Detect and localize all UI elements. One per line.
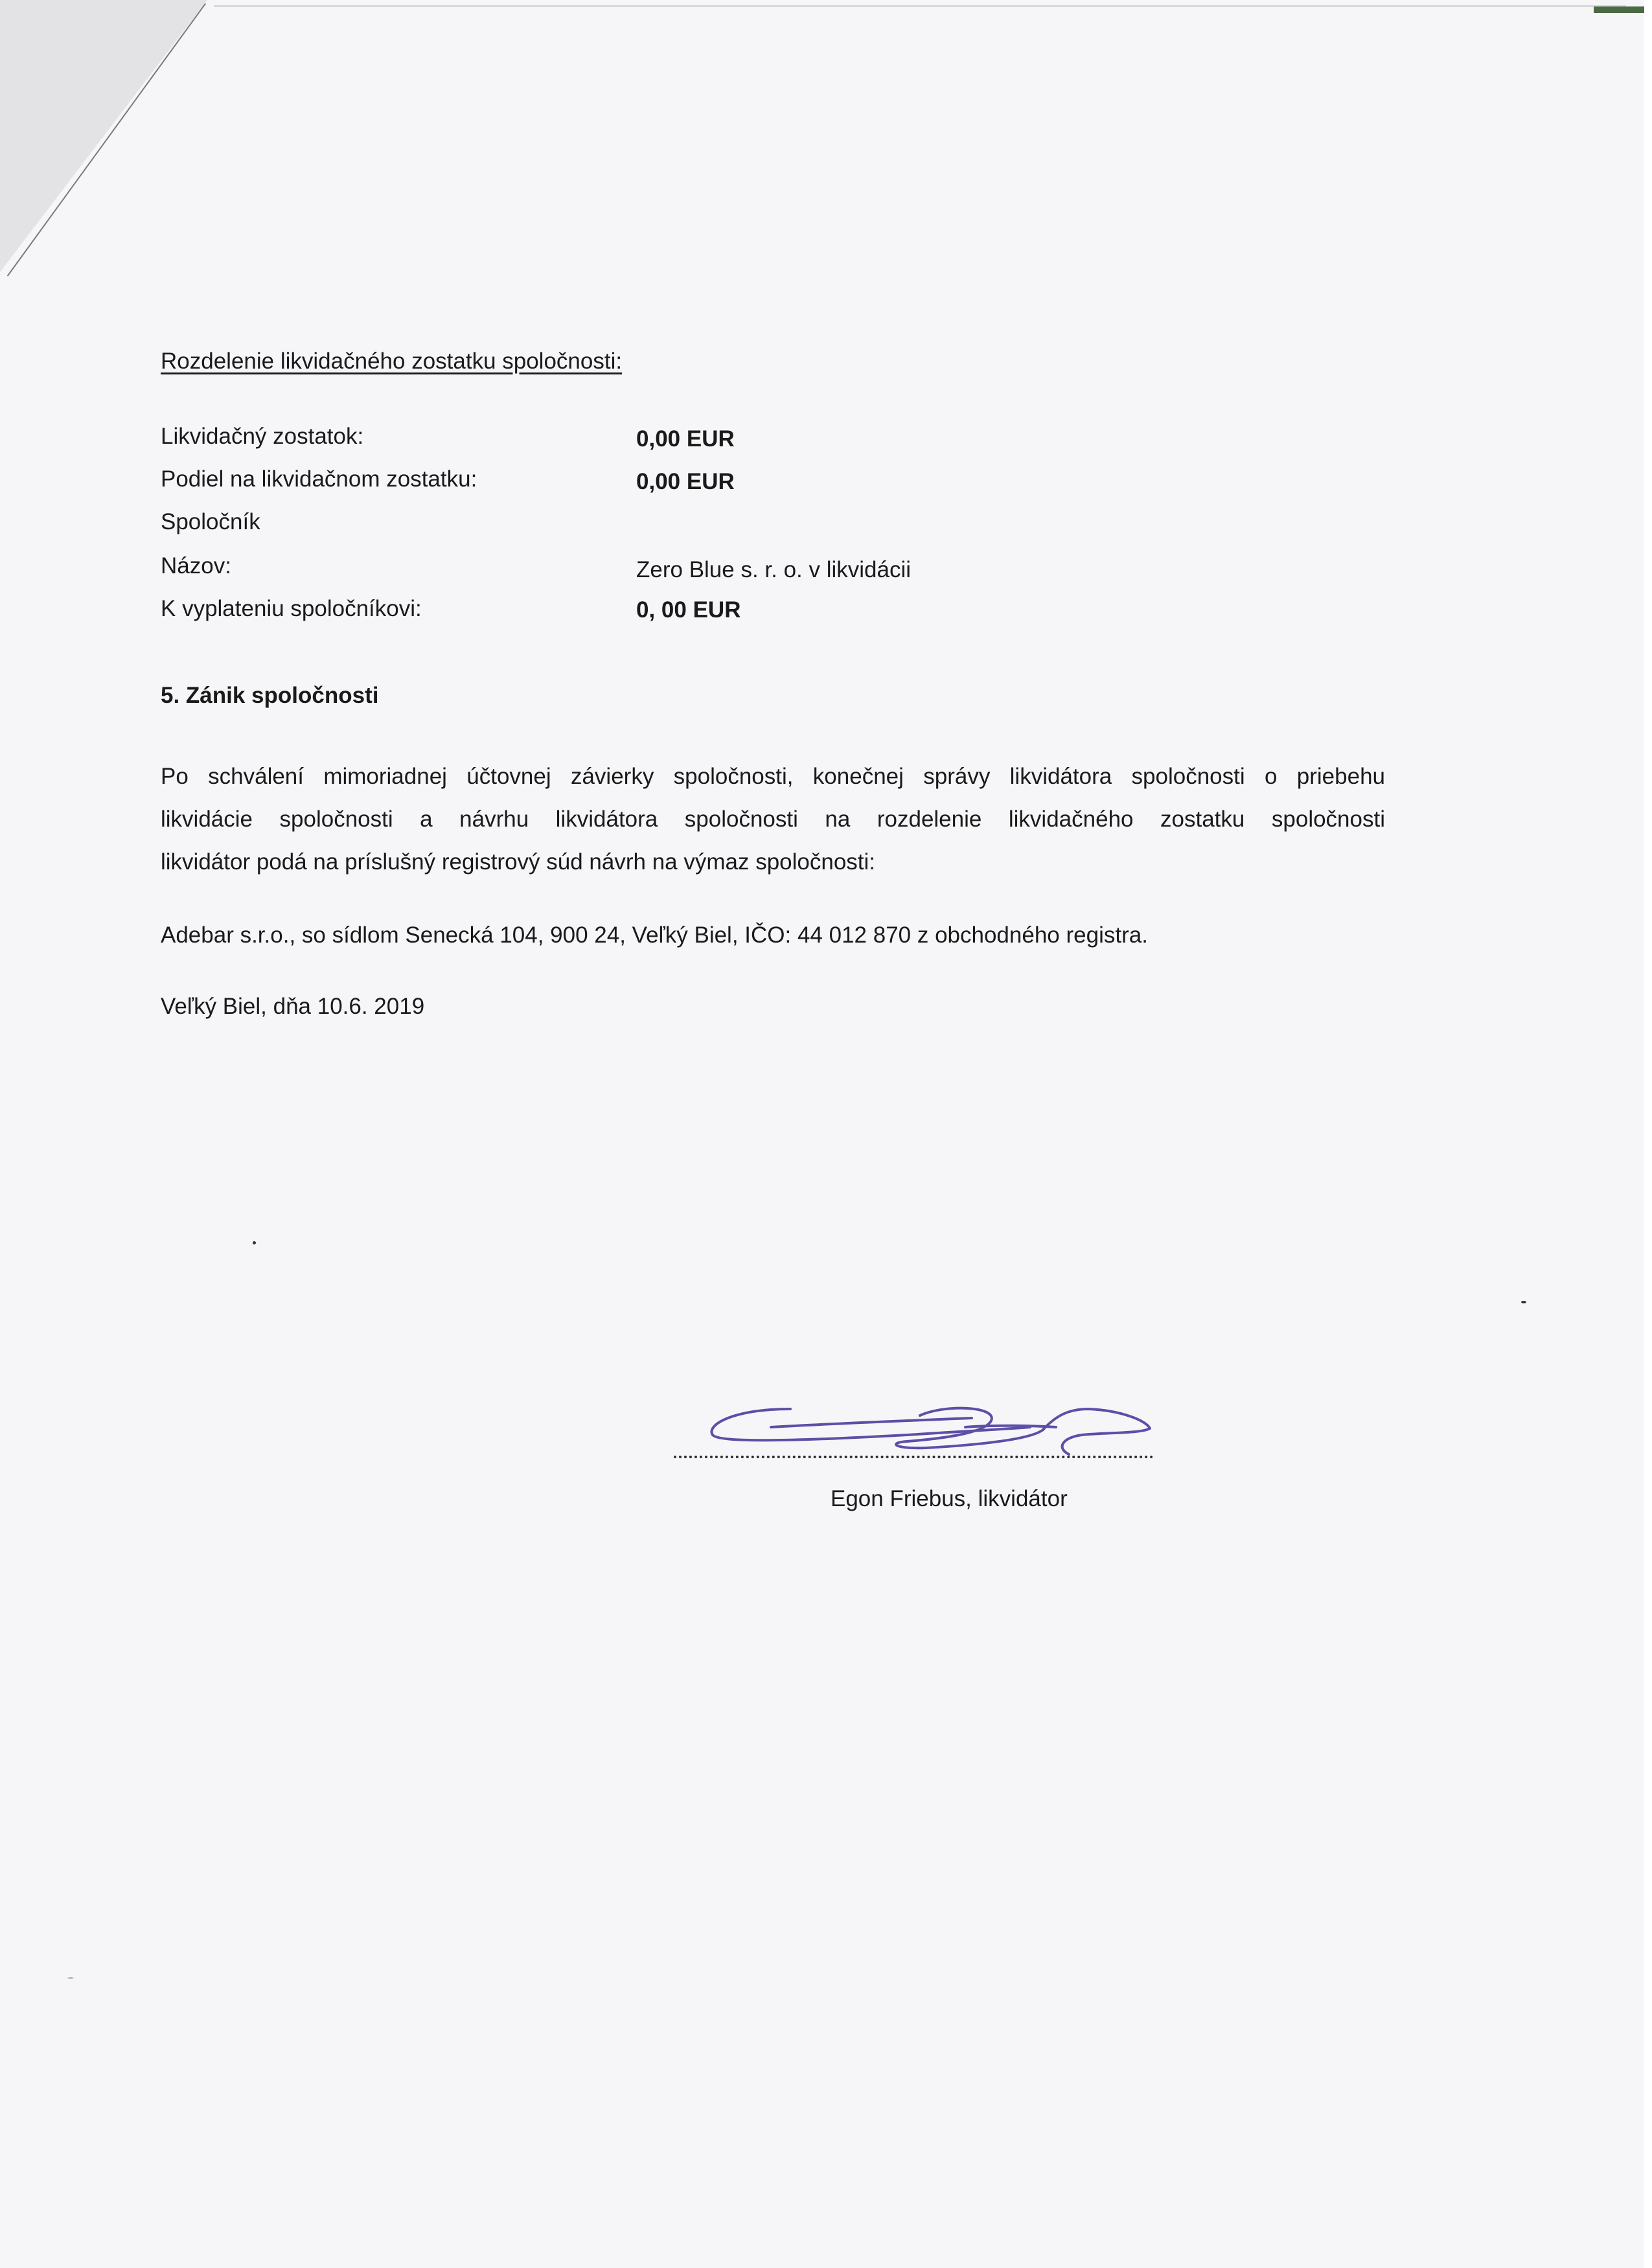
scan-speck — [67, 1977, 74, 1979]
vyplatenie-value: 0, 00 EUR — [636, 597, 741, 623]
scan-speck — [253, 1241, 256, 1244]
signatory-name: Egon Friebus, likvidátor — [831, 1486, 1068, 1511]
nazov-label: Názov: — [161, 553, 231, 578]
spolocnik-label: Spoločník — [161, 509, 260, 534]
date-line: Veľký Biel, dňa 10.6. 2019 — [161, 994, 425, 1019]
paragraph-line-2: likvidácie spoločnosti a návrhu likvidátora spoločnosti na rozdelenie likvidačného zostatku spoločnosti — [161, 807, 1385, 832]
paragraph-line-3: likvidátor podá na príslušný registrový súd návrh na výmaz spoločnosti: — [161, 849, 876, 875]
scan-top-right-mark — [1594, 6, 1652, 13]
zostatok-label: Likvidačný zostatok: — [161, 424, 364, 449]
podiel-value: 0,00 EUR — [636, 469, 735, 494]
zanik-heading: 5. Zánik spoločnosti — [161, 683, 379, 708]
paragraph-line-1: Po schválení mimoriadnej účtovnej závierky spoločnosti, konečnej správy likvidátora spoločnosti o priebehu — [161, 764, 1385, 789]
zostatok-value: 0,00 EUR — [636, 426, 735, 452]
podiel-label: Podiel na likvidačnom zostatku: — [161, 466, 477, 492]
nazov-value: Zero Blue s. r. o. v likvidácii — [636, 557, 912, 582]
section-heading: Rozdelenie likvidačného zostatku spoločnosti: — [161, 349, 623, 374]
company-line: Adebar s.r.o., so sídlom Senecká 104, 900 24, Veľký Biel, IČO: 44 012 870 z obchodného registra. — [161, 922, 1148, 948]
scan-top-edge — [214, 5, 1626, 7]
vyplatenie-label: K vyplateniu spoločníkovi: — [161, 596, 422, 621]
scan-right-edge — [1644, 0, 1652, 2268]
signature-dotted-line — [674, 1453, 1153, 1458]
scan-speck — [1521, 1301, 1526, 1303]
scan-corner-shadow — [0, 0, 207, 272]
